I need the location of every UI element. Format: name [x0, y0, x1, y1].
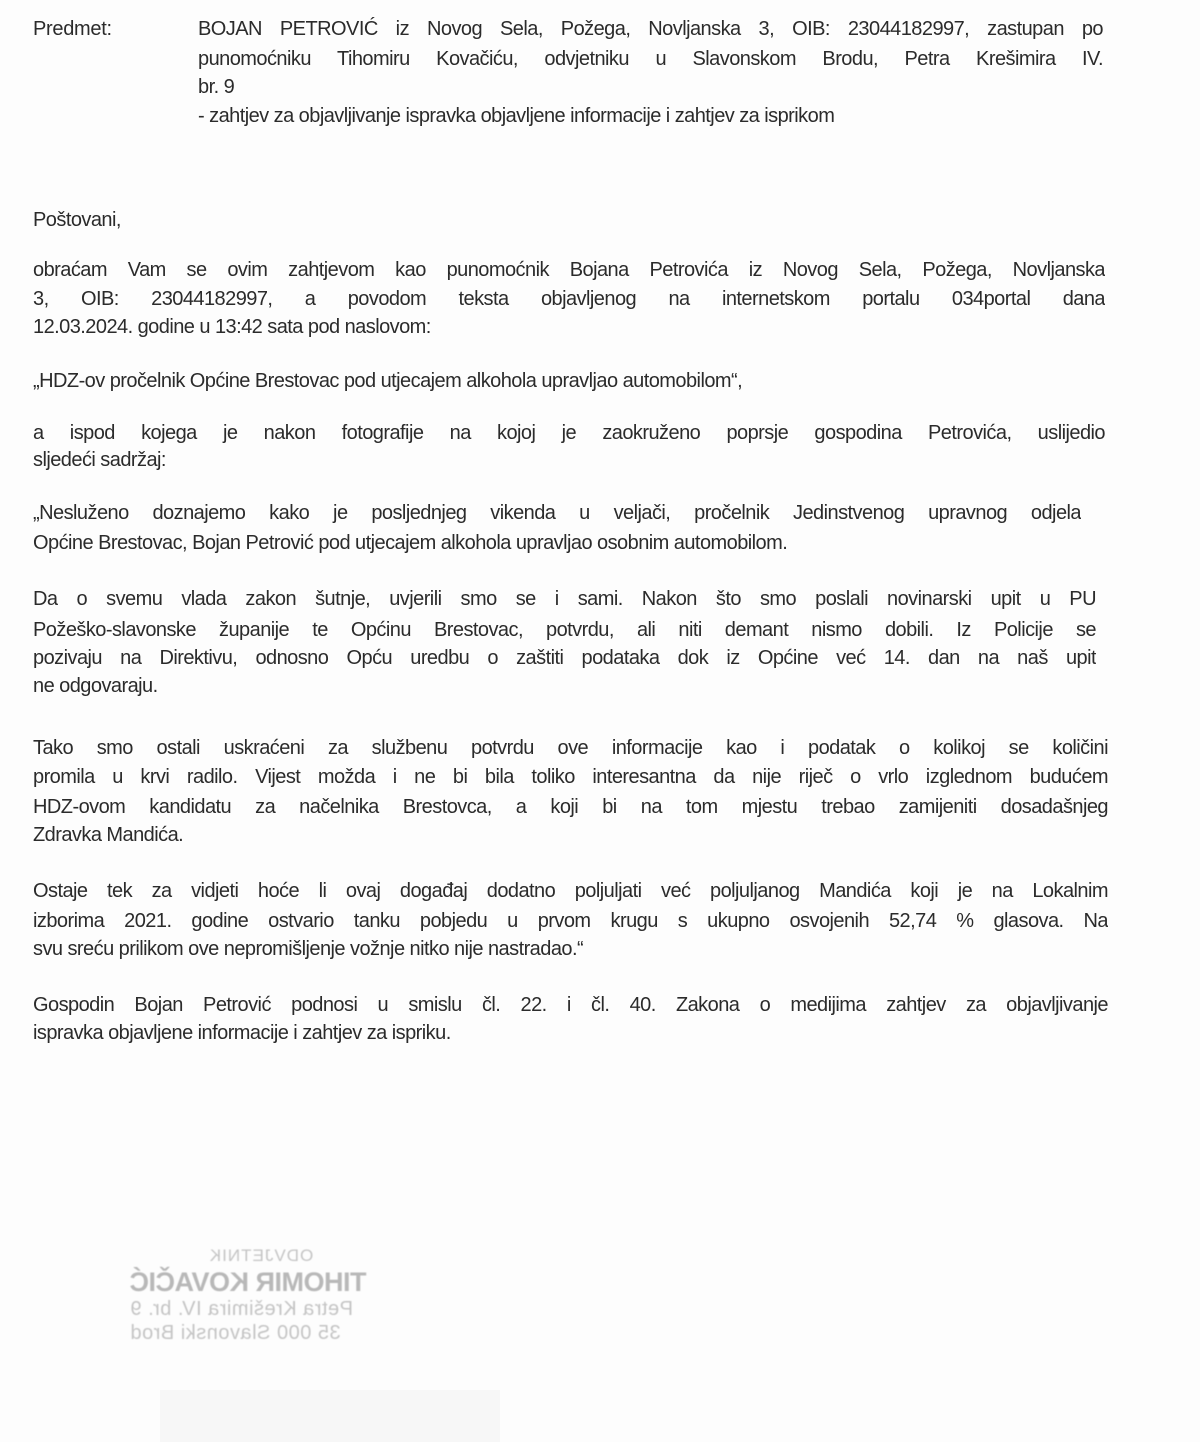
below-line: sljedeći sadržaj:: [33, 449, 166, 471]
quote-line: promila u krvi radilo. Vijest možda i ne bi bila toliko interesantna da nije riječ o vrlo izglednom budućem: [33, 766, 1108, 788]
quote-line: Da o svemu vlada zakon šutnje, uvjerili smo se i sami. Nakon što smo poslali novinarski upit u PU: [33, 588, 1096, 610]
stamp-address-line2: 35 000 Slavonski Brod: [130, 1322, 341, 1344]
quote-line: „Nesluženo doznajemo kako je posljednjeg vikenda u veljači, pročelnik Jedinstvenog upravnog odjela: [33, 502, 1081, 524]
intro-line: obraćam Vam se ovim zahtjevom kao punomoćnik Bojana Petrovića iz Novog Sela, Požega, Novljanska: [33, 259, 1105, 281]
bleed-through-shadow: [160, 1390, 500, 1442]
quote-line: Općine Brestovac, Bojan Petrović pod utjecajem alkohola upravljao osobnim automobilom.: [33, 532, 788, 554]
stamp-address-line1: Petra Krešimira IV. br. 9: [130, 1298, 353, 1320]
quote-line: ne odgovaraju.: [33, 675, 158, 697]
intro-line: 12.03.2024. godine u 13:42 sata pod naslovom:: [33, 316, 431, 338]
quote-line: Tako smo ostali uskraćeni za službenu potvrdu ove informacije kao i podatak o kolikoj se količini: [33, 737, 1108, 759]
subject-request: - zahtjev za objavljivanje ispravka objavljene informacije i zahtjev za isprikom: [198, 105, 835, 127]
quote-line: izborima 2021. godine ostvario tanku pobjedu u prvom krugu s ukupno osvojenih 52,74 % glasova. Na: [33, 910, 1108, 932]
intro-line: 3, OIB: 23044182997, a povodom teksta objavljenog na internetskom portalu 034portal dana: [33, 288, 1105, 310]
quote-line: HDZ-ovom kandidatu za načelnika Brestovca, a koji bi na tom mjestu trebao zamijeniti dosadašnjeg: [33, 796, 1108, 818]
stamp-name: TIHOMIR KOVAČIĆ: [130, 1267, 367, 1297]
quote-line: Požeško-slavonske županije te Općinu Brestovac, potvrdu, ali niti demant nismo dobili. Iz Policije se: [33, 619, 1096, 641]
stamp-title: ODVJETNIK: [208, 1246, 314, 1265]
subject-line: br. 9: [198, 76, 235, 98]
quote-line: pozivaju na Direktivu, odnosno Opću uredbu o zaštiti podataka dok iz Općine već 14. dan na naš upit: [33, 647, 1096, 669]
quote-line: Ostaje tek za vidjeti hoće li ovaj događaj dodatno poljuljati već poljuljanog Mandića koji je na Lokalnim: [33, 880, 1108, 902]
closing-line: ispravka objavljene informacije i zahtjev za ispriku.: [33, 1022, 451, 1044]
article-headline: „HDZ-ov pročelnik Općine Brestovac pod utjecajem alkohola upravljao automobilom“,: [33, 370, 743, 392]
lawyer-stamp: [130, 1245, 392, 1345]
subject-line: punomoćniku Tihomiru Kovačiću, odvjetniku u Slavonskom Brodu, Petra Krešimira IV.: [198, 48, 1103, 70]
quote-line: Zdravka Mandića.: [33, 824, 184, 846]
closing-line: Gospodin Bojan Petrović podnosi u smislu čl. 22. i čl. 40. Zakona o medijima zahtjev za objavljivanje: [33, 994, 1108, 1016]
subject-label: Predmet:: [33, 18, 112, 40]
quote-line: svu sreću prilikom ove nepromišljenje vožnje nitko nije nastradao.“: [33, 938, 584, 960]
below-line: a ispod kojega je nakon fotografije na kojoj je zaokruženo poprsje gospodina Petrovića, uslijedio: [33, 422, 1105, 444]
subject-line: BOJAN PETROVIĆ iz Novog Sela, Požega, Novljanska 3, OIB: 23044182997, zastupan po: [198, 18, 1103, 40]
salutation: Poštovani,: [33, 209, 121, 231]
